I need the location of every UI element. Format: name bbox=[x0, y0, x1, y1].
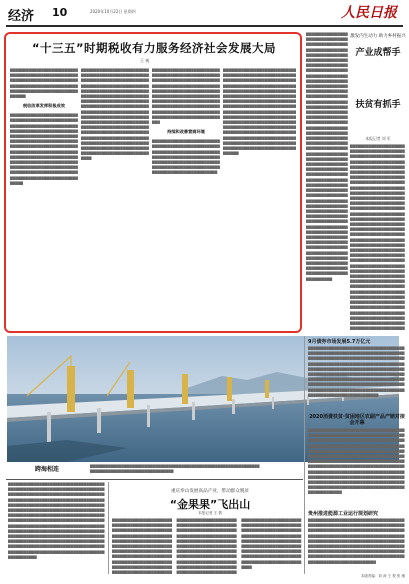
side-title-line2: 扶贫有抓手 bbox=[355, 100, 401, 110]
body-text-block: ▇▇▇▇▇▇▇▇▇▇▇▇▇▇▇▇▇▇▇▇▇▇▇▇▇▇▇▇▇▇▇▇▇▇▇▇▇▇▇▇▇▇▇▇▇▇▇▇▇▇▇▇▇▇▇▇▇▇▇▇▇▇▇▇▇▇▇▇▇▇▇▇▇▇▇▇▇▇▇▇▇▇▇▇▇▇▇▇▇▇▇▇▇▇▇▇▇▇▇▇▇▇▇▇▇▇▇▇▇▇▇▇▇▇▇▇▇▇▇▇▇▇▇▇▇▇▇▇▇▇▇▇▇▇▇▇▇▇▇▇▇▇▇▇▇▇▇▇▇▇▇▇▇▇▇▇▇▇▇▇▇▇▇▇▇▇▇▇▇▇▇▇▇▇▇▇▇▇▇▇▇▇▇▇▇▇▇▇▇▇▇▇▇▇▇▇▇▇▇▇▇▇▇▇▇▇▇▇▇▇▇▇▇▇▇▇▇▇▇▇▇▇▇▇▇▇▇▇▇▇▇▇▇▇▇▇▇▇▇▇▇▇▇▇▇▇▇▇▇▇▇▇▇▇▇▇▇▇▇▇▇▇▇▇▇▇▇▇▇▇▇▇▇▇▇▇▇▇▇▇▇▇▇▇▇▇▇▇▇▇▇▇▇▇▇▇▇▇▇▇▇▇▇▇▇▇▇▇▇▇▇▇▇▇▇▇▇▇▇▇▇▇▇▇▇▇▇▇▇▇▇▇▇▇▇▇▇▇▇▇▇▇▇▇▇▇▇▇▇▇▇▇▇▇▇▇▇▇▇▇▇▇▇▇▇▇▇▇▇▇▇▇▇▇▇▇▇▇▇▇▇▇▇▇▇▇▇▇▇▇▇▇▇▇▇▇▇▇▇▇▇▇▇▇▇▇▇▇▇▇▇▇▇▇▇▇▇▇▇▇▇▇▇▇▇▇▇▇▇▇▇▇▇▇▇▇▇▇▇▇▇▇▇▇▇▇▇▇▇▇▇▇▇▇▇▇▇▇▇▇▇▇▇▇▇▇▇▇▇▇▇▇▇▇▇▇▇▇▇▇▇▇▇▇▇▇▇▇▇▇▇▇▇▇▇▇▇▇▇▇▇▇▇▇▇▇▇▇▇▇▇▇▇▇▇▇▇▇▇▇▇▇▇▇▇▇▇▇▇▇▇▇▇▇▇▇▇▇▇▇▇▇▇▇▇▇▇▇▇▇▇▇▇▇▇▇▇▇▇▇▇▇▇▇▇▇▇▇▇▇▇▇▇▇▇▇▇▇▇▇▇▇▇▇▇▇▇▇▇▇▇▇▇▇▇▇▇▇▇▇▇▇▇▇▇▇▇▇▇▇▇▇▇▇▇▇▇▇▇▇▇▇▇▇▇▇▇▇▇▇▇▇▇▇▇▇▇▇▇▇▇▇▇▇▇▇▇▇▇▇▇▇▇▇▇▇▇▇▇▇▇▇▇▇▇▇▇▇▇▇▇▇▇▇▇▇▇▇▇▇▇▇▇▇▇▇▇▇▇▇▇▇▇▇▇▇▇▇▇▇▇▇▇▇▇▇▇▇▇▇▇▇▇▇▇▇▇▇▇▇▇▇▇▇▇▇▇▇▇▇▇▇▇▇▇▇▇▇▇▇▇▇▇▇▇▇▇▇▇▇▇▇▇▇▇▇▇▇▇▇▇▇ bbox=[306, 32, 348, 281]
right-news-title-3: 贵州推进能源工业运行规划研究 bbox=[308, 511, 379, 517]
side-title-line1: 产业成帮手 bbox=[355, 48, 401, 58]
body-text-block: ▇▇▇▇▇▇▇▇▇▇▇▇▇▇▇▇▇▇▇▇▇▇▇▇▇▇▇▇▇▇▇▇▇▇▇▇▇▇▇▇▇▇▇▇▇▇▇▇▇▇▇▇▇▇▇▇▇▇▇▇▇▇▇▇▇▇▇▇▇▇▇▇▇▇▇▇▇▇▇▇▇▇▇▇▇▇▇▇▇▇▇▇▇▇▇▇▇▇▇▇▇▇▇▇▇▇▇▇▇▇▇▇▇▇▇▇▇▇▇▇▇▇▇▇▇▇▇▇▇▇▇▇▇▇▇▇▇▇▇▇▇▇▇▇▇▇▇▇▇▇▇▇▇▇▇▇▇▇▇▇▇▇▇▇▇▇▇▇▇▇▇▇▇▇▇▇▇▇▇▇▇▇▇▇▇▇▇▇▇▇▇▇▇▇▇▇▇▇▇▇▇▇▇▇▇▇▇▇▇▇▇▇▇▇▇▇▇▇▇▇▇▇▇▇▇▇▇▇▇▇▇▇▇▇▇▇▇▇▇▇▇▇▇▇▇▇▇▇▇▇▇▇▇▇▇▇▇▇▇▇▇▇▇▇▇▇▇▇▇▇▇▇▇▇▇▇▇▇▇▇▇▇▇▇▇▇▇▇▇▇▇▇▇▇▇▇▇▇▇▇▇▇▇▇▇▇▇▇▇▇▇▇▇▇▇▇▇▇▇▇▇▇▇▇▇▇▇▇▇▇▇▇▇▇▇▇▇▇▇▇▇▇▇▇▇▇▇▇▇▇▇▇▇▇▇▇▇▇▇▇▇▇▇▇▇▇▇▇▇▇▇▇▇▇▇▇▇▇▇▇▇▇▇▇▇▇▇▇▇▇▇▇▇▇▇▇▇▇▇▇▇▇▇▇▇▇▇▇▇▇▇▇▇▇▇▇▇▇▇▇▇▇▇▇▇▇▇▇▇▇▇▇▇▇▇▇▇▇▇▇▇▇▇▇▇▇▇▇▇▇▇▇▇▇▇▇▇▇▇▇▇▇▇▇▇▇▇▇▇▇▇▇▇▇▇▇▇▇▇▇▇▇▇▇▇▇▇▇▇▇▇▇▇▇▇▇▇▇▇▇▇▇▇▇▇▇▇▇▇▇▇▇▇▇▇▇▇▇▇▇▇▇▇▇▇▇▇▇▇ bbox=[8, 482, 105, 559]
photo-caption-text bbox=[90, 464, 260, 476]
side-byline: 本报记者 刘 军 bbox=[365, 136, 391, 141]
body-text-block: ▇▇▇▇▇▇▇▇▇▇▇▇▇▇▇▇▇▇▇▇▇▇▇▇▇▇▇▇▇▇▇▇▇▇▇▇▇▇▇▇▇▇▇▇▇▇▇▇▇▇▇▇▇▇▇▇▇▇▇▇▇▇▇▇▇▇▇▇▇▇▇▇▇▇▇▇▇▇▇▇▇▇▇▇▇▇▇▇▇▇▇▇▇▇▇▇▇▇▇▇▇▇▇▇▇▇▇▇▇▇▇▇▇▇▇▇▇▇▇▇▇▇▇▇▇▇▇▇▇▇▇▇▇▇▇▇▇▇▇▇▇▇▇▇▇▇▇▇▇▇▇▇▇▇▇▇▇▇▇▇▇▇▇▇▇▇▇▇▇▇▇▇▇▇▇▇▇▇▇▇▇▇▇▇▇▇▇▇▇▇▇▇▇▇▇▇▇▇▇▇▇▇▇▇▇▇▇▇▇▇▇▇▇▇▇▇▇▇▇▇▇▇▇▇▇▇▇▇▇▇▇▇▇▇▇▇▇▇▇▇▇▇▇▇▇▇▇▇▇▇▇▇▇▇▇▇▇▇▇▇▇▇▇▇▇▇▇▇▇▇▇▇▇▇▇▇▇▇▇▇▇▇▇▇▇▇▇▇▇▇▇▇▇▇▇▇▇▇▇▇▇▇▇▇▇▇▇▇▇▇▇▇▇▇▇▇▇▇▇▇▇▇▇▇▇▇▇▇▇▇▇▇▇▇▇▇▇▇▇▇▇▇▇ bbox=[10, 113, 78, 185]
header-rule bbox=[6, 25, 403, 27]
column-divider bbox=[108, 482, 109, 574]
side-article-body-2 bbox=[350, 144, 406, 330]
photo-caption-title: 跨海相连 bbox=[35, 466, 60, 473]
subhead-2: 持续和改善营商环境 bbox=[167, 129, 205, 135]
column-divider bbox=[304, 336, 305, 574]
main-column-1 bbox=[10, 68, 78, 330]
lower-left-article-body bbox=[8, 482, 106, 574]
main-headline: “十三五”时期税收有力服务经济社会发展大局 bbox=[31, 41, 277, 55]
main-column-4 bbox=[223, 68, 298, 330]
lower-article-headline: “金果果”飞出山 bbox=[169, 498, 251, 511]
divider bbox=[6, 479, 303, 480]
body-text-block: ▇▇▇▇▇▇▇▇▇▇▇▇▇▇▇▇▇▇▇▇▇▇▇▇▇▇▇▇▇▇▇▇▇▇▇▇▇▇▇▇▇▇▇▇▇▇▇▇▇▇▇▇▇▇▇▇▇▇▇▇▇▇▇▇▇▇▇▇▇▇▇▇▇▇▇▇▇▇▇▇▇▇▇▇▇▇▇▇▇▇▇▇▇▇▇▇▇▇▇▇▇▇▇▇▇▇▇▇▇▇▇▇▇▇▇▇▇▇▇▇▇▇▇▇▇▇▇▇▇▇▇▇▇▇▇▇▇▇▇▇▇▇▇▇▇▇▇▇▇▇▇▇▇▇▇▇▇▇▇▇▇▇▇▇▇▇▇▇▇▇▇▇▇▇▇▇▇▇▇▇▇▇▇▇▇▇▇▇▇▇▇▇▇▇▇▇▇▇▇▇▇▇▇▇▇▇▇▇▇▇▇▇▇▇▇▇▇▇▇▇▇▇▇▇▇▇▇▇▇▇▇▇▇▇▇▇▇▇▇▇▇▇▇▇▇▇▇▇▇▇▇▇▇▇▇▇▇▇▇▇▇▇▇ bbox=[152, 68, 220, 125]
right-news-title-1: 9月债券市场发展5.7万亿元 bbox=[308, 339, 371, 345]
page-number: 10 bbox=[52, 6, 68, 19]
masthead-logo: 人民日报 bbox=[341, 5, 397, 21]
section-name: 经济 bbox=[8, 9, 35, 24]
lower-article-byline: 本报记者 王 倩 bbox=[198, 511, 222, 515]
main-byline: 王 观 bbox=[140, 58, 150, 63]
side-kicker: 激发内生动力 助力乡村振兴 bbox=[350, 34, 406, 39]
page-footer: 本版责编：刘 涛 王 观 张 湘 bbox=[360, 574, 405, 578]
body-text-block: ▇▇▇▇▇▇▇▇▇▇▇▇▇▇▇▇▇▇▇▇▇▇▇▇▇▇▇▇▇▇▇▇▇▇▇▇▇▇▇▇▇▇▇▇▇▇▇▇▇▇▇▇▇▇▇▇▇▇▇▇▇▇▇▇▇▇▇▇▇▇▇▇▇▇▇▇▇▇▇▇▇▇▇▇▇▇▇▇▇▇▇▇▇▇▇▇▇▇▇▇▇▇▇▇▇▇▇▇▇▇▇▇▇▇▇▇▇▇▇▇▇▇▇▇▇▇▇▇▇▇▇▇▇▇▇▇▇▇▇▇▇▇▇▇▇▇▇▇▇▇▇▇▇▇▇▇▇▇▇▇▇▇▇▇▇▇▇▇▇▇▇▇▇▇▇▇▇▇▇▇▇▇▇▇▇▇▇▇▇▇▇▇▇▇▇▇▇▇▇▇▇▇▇▇▇▇▇▇▇▇▇▇▇▇▇▇▇▇▇▇▇▇▇▇▇▇▇▇▇▇▇▇▇▇▇▇▇▇▇▇▇▇▇▇▇▇▇▇▇▇▇▇▇▇▇▇▇▇▇▇▇▇▇▇▇▇▇▇▇▇▇▇▇▇▇▇▇▇▇▇▇▇▇▇▇▇▇▇▇▇▇▇▇▇▇▇▇▇▇▇▇▇▇▇▇▇▇▇▇▇▇▇▇▇▇▇▇▇▇▇▇▇▇▇▇▇▇▇▇▇▇▇▇▇▇▇▇▇▇▇▇▇▇▇▇▇▇▇▇▇▇▇▇▇▇▇▇▇▇▇▇▇▇▇▇▇▇▇▇▇▇▇▇▇▇▇▇▇▇▇▇▇▇▇▇▇▇▇▇▇▇▇▇▇▇▇▇▇▇▇▇▇▇▇▇▇▇▇▇▇▇▇▇▇▇▇▇▇▇▇▇▇▇▇▇▇▇▇▇▇▇▇▇▇▇▇▇▇▇▇▇▇▇▇▇▇▇▇▇▇▇▇▇▇▇▇▇▇▇▇▇▇▇▇▇▇▇▇▇▇▇▇▇▇▇▇▇▇▇▇▇▇▇▇▇▇▇▇▇▇▇▇▇▇▇▇▇▇▇▇▇▇▇▇▇▇▇▇▇▇▇▇▇▇▇▇▇▇▇▇▇▇▇▇▇▇▇▇▇▇▇▇▇▇▇▇▇▇▇▇▇▇▇▇▇▇▇▇▇▇▇▇▇▇▇▇▇▇▇▇▇▇▇▇▇▇▇▇▇▇▇▇▇▇▇▇▇▇▇▇▇▇▇▇▇▇▇▇▇▇▇▇▇▇▇▇▇▇▇▇▇▇▇▇▇▇▇▇▇▇▇▇▇▇▇▇▇▇▇▇▇▇▇▇▇▇▇▇▇▇▇▇▇▇▇▇▇▇▇▇▇▇▇▇▇▇▇▇▇▇▇▇▇▇▇▇▇▇▇▇▇▇▇▇▇▇▇▇▇▇▇▇▇▇▇▇▇▇▇▇▇▇▇▇▇▇▇▇▇▇▇▇▇▇▇▇▇▇▇▇▇▇▇▇▇▇▇▇▇▇▇▇▇▇▇▇▇ bbox=[112, 518, 302, 574]
body-text-block: ▇▇▇▇▇▇▇▇▇▇▇▇▇▇▇▇▇▇▇▇▇▇▇▇▇▇▇▇▇▇▇▇▇▇▇▇▇▇▇▇▇▇▇▇▇▇▇▇▇▇▇▇▇▇▇▇▇▇▇▇▇▇▇▇▇▇▇▇▇▇▇▇▇▇▇▇▇▇▇▇▇▇▇▇▇▇▇▇▇▇▇▇▇▇▇▇▇▇▇▇▇▇▇▇▇▇▇▇▇▇▇▇▇▇▇▇▇▇▇▇▇▇▇▇▇▇▇▇▇▇▇▇▇▇▇▇▇▇▇▇▇▇▇▇▇▇▇▇▇▇▇▇▇▇▇▇▇▇▇▇▇▇▇▇▇▇▇▇▇▇▇▇▇▇▇▇▇▇▇▇▇▇▇▇▇▇▇▇▇▇▇▇▇▇▇▇▇▇▇▇▇▇▇▇▇▇▇▇▇▇▇▇▇▇▇▇▇▇▇▇▇▇▇▇▇▇▇▇▇▇▇▇▇▇▇▇▇▇▇▇▇▇▇▇▇▇▇▇▇▇▇▇▇▇▇▇▇▇▇▇▇▇▇▇▇▇▇▇▇▇▇▇▇▇▇▇▇▇▇▇▇▇▇▇▇▇▇▇▇▇▇▇▇▇▇▇▇▇▇▇▇▇▇▇▇▇▇▇▇▇▇▇▇▇▇▇▇▇▇▇▇▇▇▇▇▇▇▇▇▇▇▇▇▇▇▇▇▇▇▇▇▇▇▇▇▇▇▇▇▇▇▇▇▇▇▇▇▇▇▇ bbox=[308, 346, 405, 397]
body-text-block: ▇▇▇▇▇▇▇▇▇▇▇▇▇▇▇▇▇▇▇▇▇▇▇▇▇▇▇▇▇▇▇▇▇▇▇▇▇▇▇▇▇▇▇▇▇▇▇▇▇▇▇▇▇▇▇▇▇▇▇▇▇▇▇▇▇▇▇▇▇▇▇▇▇▇▇▇▇▇▇▇▇▇▇▇▇▇▇▇▇▇▇▇▇▇▇▇▇▇▇▇▇▇▇▇▇▇▇▇▇▇▇▇▇▇▇▇▇▇▇▇▇▇▇▇▇▇▇▇▇▇▇▇▇▇▇▇▇▇▇▇▇▇▇▇▇▇▇▇▇▇▇▇▇▇▇▇▇▇▇▇▇▇▇▇▇▇▇▇▇▇▇▇▇▇▇▇▇▇▇▇▇▇▇▇▇▇▇▇▇▇▇▇▇▇▇▇▇▇▇▇▇▇▇▇▇▇▇▇▇▇▇▇▇▇▇▇▇▇▇▇▇▇▇▇▇▇▇▇▇▇▇▇▇▇▇▇▇▇▇▇▇▇▇▇▇▇▇▇▇▇▇▇▇▇▇▇▇▇▇▇▇▇▇▇▇▇▇▇▇▇▇▇▇▇▇▇▇▇▇▇▇▇▇▇▇▇▇▇▇▇▇▇▇▇▇▇▇▇▇▇▇▇▇▇▇▇▇▇▇▇▇▇▇▇▇▇▇▇▇▇▇▇▇▇▇▇▇▇▇▇▇▇▇▇▇▇▇▇▇▇▇▇▇▇▇▇▇▇▇▇▇▇▇▇▇▇▇▇▇▇▇▇▇▇▇▇▇▇▇▇▇▇▇▇▇▇▇▇▇▇▇▇▇▇▇▇▇▇▇▇▇▇▇▇▇▇▇▇▇▇▇▇▇▇▇▇▇▇▇▇▇▇▇▇▇▇▇▇▇▇▇▇▇▇▇▇▇▇▇▇▇▇▇▇▇▇▇▇▇▇▇▇▇▇▇▇▇▇▇▇▇▇▇▇▇▇▇ bbox=[308, 428, 405, 495]
body-text-block: ▇▇▇▇▇▇▇▇▇▇▇▇▇▇▇▇▇▇▇▇▇▇▇▇▇▇▇▇▇▇▇▇▇▇▇▇▇▇▇▇▇▇▇▇▇▇▇▇▇▇▇▇▇▇▇▇▇▇▇▇▇▇▇▇▇▇▇▇▇▇▇▇▇▇▇▇▇▇▇▇▇▇▇▇▇▇▇▇▇▇▇▇▇▇▇▇▇▇▇▇▇▇▇▇▇▇▇▇▇▇▇▇▇▇▇▇▇▇▇▇▇▇▇▇▇▇▇▇▇▇▇▇▇▇▇▇▇▇▇▇▇▇▇▇▇▇▇▇▇▇▇▇▇▇▇▇▇▇▇▇▇▇▇▇▇▇▇▇▇▇▇▇▇▇▇▇▇▇▇▇▇▇▇▇▇▇▇▇▇▇▇▇▇▇▇▇▇▇▇▇▇▇▇▇▇▇▇▇▇▇▇▇▇▇▇▇▇▇▇▇▇▇▇▇▇▇▇▇▇▇▇▇▇▇▇▇▇▇▇▇▇▇▇▇▇▇▇▇▇▇▇▇▇▇▇▇▇▇▇▇▇▇▇▇▇▇▇▇▇▇▇▇▇▇▇▇▇▇▇▇▇▇▇▇▇▇▇▇▇▇▇▇▇▇▇▇▇▇▇▇▇▇▇▇▇▇▇▇▇▇▇▇▇▇▇▇▇▇▇▇▇▇▇▇▇▇▇▇▇▇▇▇▇▇▇▇▇▇▇▇▇▇▇▇▇▇▇▇▇▇▇▇▇▇▇▇▇▇▇▇▇▇▇▇▇▇▇▇▇▇▇▇▇▇▇▇▇▇▇▇▇▇▇▇▇▇▇▇▇▇▇▇▇▇▇▇▇▇▇▇▇▇▇▇▇▇▇▇▇▇▇▇▇▇▇▇▇▇▇▇▇▇▇▇▇▇▇▇▇▇▇▇▇▇▇▇▇▇▇▇▇▇▇▇▇▇ bbox=[81, 68, 149, 161]
right-news-body-3 bbox=[308, 518, 405, 572]
body-text-block: ▇▇▇▇▇▇▇▇▇▇▇▇▇▇▇▇▇▇▇▇▇▇▇▇▇▇▇▇▇▇▇▇▇▇▇▇▇▇▇▇▇▇▇▇▇▇▇▇▇▇▇▇▇▇▇▇▇▇▇▇▇▇▇▇▇▇▇▇▇▇▇▇▇▇▇▇▇▇▇▇▇▇▇▇▇▇▇▇▇▇▇▇▇▇▇▇▇▇▇▇▇▇▇▇▇▇▇▇▇▇▇▇▇▇▇▇▇▇▇▇▇▇▇▇▇▇▇▇▇▇▇▇▇▇▇▇▇▇▇▇▇▇▇▇▇▇▇▇▇▇▇▇▇▇▇▇▇▇▇▇▇▇▇▇▇▇▇▇▇▇▇▇▇▇▇▇▇▇▇▇▇ bbox=[152, 139, 220, 175]
date-line: 2020年10月22日 星期四 bbox=[90, 9, 136, 14]
side-article-body bbox=[306, 32, 348, 330]
subhead-1: 税收改革发挥积极成效 bbox=[23, 103, 65, 109]
body-text-block: ▇▇▇▇▇▇▇▇▇▇▇▇▇▇▇▇▇▇▇▇▇▇▇▇▇▇▇▇▇▇▇▇▇▇▇▇▇▇▇▇▇▇▇▇▇▇▇▇▇▇▇▇▇▇▇▇▇▇▇▇▇▇▇▇▇▇▇▇▇▇▇▇▇▇▇▇▇▇▇▇▇▇▇▇▇▇▇▇▇▇▇▇▇▇▇▇▇▇▇▇▇▇▇▇▇▇▇▇▇▇▇▇▇▇▇▇▇▇▇▇▇▇▇▇▇▇▇▇▇▇▇▇▇▇▇▇▇▇▇▇▇▇▇▇▇▇▇▇▇▇▇▇▇▇▇▇▇▇▇▇▇▇▇▇▇▇▇▇▇▇▇▇▇▇▇▇▇▇▇▇▇▇▇▇▇▇▇▇▇▇▇▇▇▇▇▇▇▇▇▇▇▇▇▇▇▇▇▇▇▇▇▇▇▇▇▇▇▇▇▇▇▇▇▇▇▇▇▇▇▇▇▇▇▇▇▇▇▇▇▇▇▇▇▇▇▇▇▇▇▇▇▇▇▇▇▇▇▇▇▇▇▇▇▇▇▇▇▇▇▇▇▇▇▇▇▇▇▇▇▇▇▇▇▇▇▇▇▇▇▇▇▇▇▇▇▇▇▇▇▇▇▇▇▇▇▇▇▇▇▇▇▇▇▇▇▇▇▇▇▇▇▇▇▇▇▇▇▇▇▇▇▇▇▇▇▇▇▇▇▇▇▇▇▇▇▇▇▇▇▇▇▇▇▇▇▇▇▇▇▇▇▇▇▇▇▇▇▇▇▇▇▇▇▇▇▇▇▇▇▇▇▇▇▇▇▇▇▇▇▇▇▇▇▇▇▇▇▇▇▇▇▇▇▇▇▇▇▇▇▇▇▇▇▇▇▇▇▇▇▇▇▇▇▇▇▇▇▇▇▇▇▇▇▇▇▇▇▇▇▇▇▇▇▇▇▇▇▇▇▇▇▇▇▇ bbox=[223, 68, 297, 156]
main-column-2 bbox=[81, 68, 149, 330]
caption-text-block: ▇▇▇▇▇▇▇▇▇▇▇▇▇▇▇▇▇▇▇▇▇▇▇▇▇▇▇▇▇▇▇▇▇▇▇▇▇▇▇▇▇▇▇▇▇▇▇▇▇▇▇▇▇▇▇▇▇▇▇▇▇▇▇▇▇▇▇▇▇▇▇▇▇▇▇▇▇▇▇▇▇▇▇▇▇▇▇▇▇▇▇▇▇▇▇▇▇ bbox=[90, 464, 260, 474]
right-news-body-2 bbox=[308, 428, 405, 508]
body-text-block: ▇▇▇▇▇▇▇▇▇▇▇▇▇▇▇▇▇▇▇▇▇▇▇▇▇▇▇▇▇▇▇▇▇▇▇▇▇▇▇▇▇▇▇▇▇▇▇▇▇▇▇▇▇▇▇▇▇▇▇▇▇▇▇▇▇▇▇▇▇▇▇▇▇▇▇▇▇▇▇▇▇▇▇▇▇▇▇▇▇▇▇▇▇▇▇▇▇▇▇▇▇▇▇▇▇▇▇▇▇▇▇▇▇▇▇▇▇▇▇▇▇▇▇▇▇▇▇▇▇▇▇▇▇▇▇▇ bbox=[10, 68, 78, 99]
page-header bbox=[0, 0, 409, 26]
right-news-body-1 bbox=[308, 346, 405, 412]
main-column-3 bbox=[152, 68, 220, 330]
right-news-title-2: 2020消费扶贫·贫困地区农副产品产销对接会开幕 bbox=[309, 414, 405, 426]
lower-article-kicker: 重庆奉山发展高品产业，带动群众脱贫 bbox=[170, 489, 250, 494]
lower-article-body bbox=[112, 518, 302, 574]
body-text-block: ▇▇▇▇▇▇▇▇▇▇▇▇▇▇▇▇▇▇▇▇▇▇▇▇▇▇▇▇▇▇▇▇▇▇▇▇▇▇▇▇▇▇▇▇▇▇▇▇▇▇▇▇▇▇▇▇▇▇▇▇▇▇▇▇▇▇▇▇▇▇▇▇▇▇▇▇▇▇▇▇▇▇▇▇▇▇▇▇▇▇▇▇▇▇▇▇▇▇▇▇▇▇▇▇▇▇▇▇▇▇▇▇▇▇▇▇▇▇▇▇▇▇▇▇▇▇▇▇▇▇▇▇▇▇▇▇▇▇▇▇▇▇▇▇▇▇▇▇▇▇▇▇▇▇▇▇▇▇▇▇▇▇▇▇▇▇▇▇▇▇▇▇▇▇▇▇▇▇▇▇▇▇▇▇▇▇▇▇▇▇▇▇▇▇▇▇▇▇▇▇▇▇▇▇▇▇▇▇▇▇▇▇▇▇▇▇▇▇▇▇▇▇▇▇▇▇▇▇▇▇▇▇▇▇▇▇▇▇▇▇▇▇▇▇▇▇▇▇▇▇▇▇▇▇▇▇▇▇▇▇▇▇▇▇▇▇▇▇▇▇▇▇▇▇▇▇▇▇▇▇▇▇▇▇▇▇▇▇▇▇▇▇▇▇▇▇▇▇▇▇▇▇▇▇▇▇▇▇▇▇▇▇▇▇▇▇▇▇▇▇▇▇ bbox=[308, 518, 405, 564]
body-text-block: ▇▇▇▇▇▇▇▇▇▇▇▇▇▇▇▇▇▇▇▇▇▇▇▇▇▇▇▇▇▇▇▇▇▇▇▇▇▇▇▇▇▇▇▇▇▇▇▇▇▇▇▇▇▇▇▇▇▇▇▇▇▇▇▇▇▇▇▇▇▇▇▇▇▇▇▇▇▇▇▇▇▇▇▇▇▇▇▇▇▇▇▇▇▇▇▇▇▇▇▇▇▇▇▇▇▇▇▇▇▇▇▇▇▇▇▇▇▇▇▇▇▇▇▇▇▇▇▇▇▇▇▇▇▇▇▇▇▇▇▇▇▇▇▇▇▇▇▇▇▇▇▇▇▇▇▇▇▇▇▇▇▇▇▇▇▇▇▇▇▇▇▇▇▇▇▇▇▇▇▇▇▇▇▇▇▇▇▇▇▇▇▇▇▇▇▇▇▇▇▇▇▇▇▇▇▇▇▇▇▇▇▇▇▇▇▇▇▇▇▇▇▇▇▇▇▇▇▇▇▇▇▇▇▇▇▇▇▇▇▇▇▇▇▇▇▇▇▇▇▇▇▇▇▇▇▇▇▇▇▇▇▇▇▇▇▇▇▇▇▇▇▇▇▇▇▇▇▇▇▇▇▇▇▇▇▇▇▇▇▇▇▇▇▇▇▇▇▇▇▇▇▇▇▇▇▇▇▇▇▇▇▇▇▇▇▇▇▇▇▇▇▇▇▇▇▇▇▇▇▇▇▇▇▇▇▇▇▇▇▇▇▇▇▇▇▇▇▇▇▇▇▇▇▇▇▇▇▇▇▇▇▇▇▇▇▇▇▇▇▇▇▇▇▇▇▇▇▇▇▇▇▇▇▇▇▇▇▇▇▇▇▇▇▇▇▇▇▇▇▇▇▇▇▇▇▇▇▇▇▇▇▇▇▇▇▇▇▇▇▇▇▇▇▇▇▇▇▇▇▇▇▇▇▇▇▇▇▇▇▇▇▇▇▇▇▇▇▇▇▇▇▇▇▇▇▇▇▇▇▇▇▇▇▇▇▇▇▇▇▇▇▇▇▇▇▇▇▇▇▇▇▇▇▇▇▇▇▇▇▇▇▇▇▇▇▇▇▇▇▇▇▇▇▇▇▇▇▇▇▇▇▇▇▇▇▇▇▇▇▇▇▇▇▇▇▇▇▇▇▇▇▇▇▇▇▇▇▇▇▇▇▇▇▇▇▇▇▇▇▇▇▇▇▇▇▇▇▇▇▇▇▇▇▇▇▇▇▇▇▇▇▇▇▇▇▇▇▇▇▇▇▇▇▇▇▇▇▇▇▇▇▇▇▇▇▇▇▇▇▇▇▇▇▇▇▇▇▇▇▇▇▇▇▇▇▇▇▇▇▇▇▇▇▇▇▇▇▇▇▇▇▇▇▇▇▇▇▇▇▇▇▇▇▇▇▇▇▇▇▇▇▇▇▇▇▇▇▇▇▇▇▇▇▇▇▇▇▇▇▇▇▇▇▇▇▇▇▇▇▇▇▇▇▇▇▇▇▇▇▇▇▇▇▇▇▇▇▇▇▇▇▇▇▇▇▇▇▇▇▇▇▇▇▇▇▇▇▇▇▇▇▇▇▇▇▇▇▇▇▇▇▇▇▇▇▇▇▇▇▇▇▇▇▇▇▇▇▇▇▇▇▇▇▇▇▇ bbox=[350, 144, 405, 330]
